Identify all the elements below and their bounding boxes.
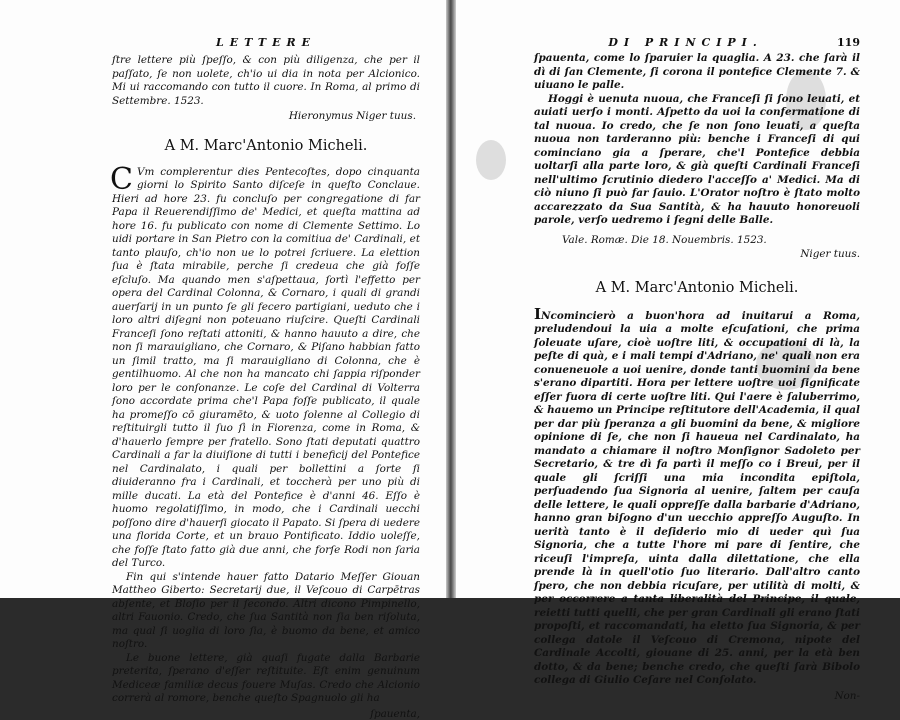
letter-text: Vm complerentur dies Pentecoſtes, dopo cinquanta giorni lo Spirito Santo diſceſe in queſto Conclaue. Hieri ad hore 23. fu concluſo per congregatione di far Papa il Reuerendiſſimo de' Medici, et queſta mattina ad hore 16. fu publicato con nome di Clemente Settimo. Lo uidi portare in San Pietro con la comitiua de' Cardinali, et tanto plauſo, ch'io non ue lo potrei ſcriuere. La elettion ſua è ſtata mirabile, perche ſi credeua che già foſſe eſcluſo. Ma quando men s'aſpettaua, ſortì l'effetto per opera del Cardinal Colonna, & Cornaro, i quali di grandi auerſarij in un punto ſe gli fecero partigiani, ueduto che i loro altri diſegni non poteuano riuſcire. Queſti Cardinali Franceſi ſono reſtati attoniti, & hanno hauuto a dire, che non ſi marauigliano, che Cornaro, & Piſano habbian fatto un ſimil tratto, ma ſi marauigliano di Colonna, che è gentilhuomo. Al che non ha mancato chi ſappia riſponder loro per le conſonanze. Le coſe del Cardinal di Volterra ſono accordate prima che'l Papa foſſe publicato, il quale ha promeſſo cō giuramēto, & uoto ſolenne al Collegio di reſtituirgli tutto il ſuo ſì in Fiorenza, come in Roma, & d'hauerlo ſempre per fratello. Sono ſtati deputati quattro Cardinali a far la diuiſione di tutti i beneficij del Pontefice nel Cardinalato, i quali per bollettini a ſorte ſi diuideranno fra i Cardinali, et toccherà per uno più di mille ducati. La età del Pontefice è d'anni 46. Eſſo è huomo regolatiſſimo, in modo, che i Cardinali uecchi poſſono dire d'hauerſi giocato il Papato. Si ſpera di uedere una florida Corte, et un brauo Pontificato. Iddio uoleſſe, che foſſe ſtato fatto già due anni, che forſe Rodi non ſaria del Turco. (112, 165, 420, 569)
catchword-right: Non- (834, 689, 860, 702)
running-head-title: DI PRINCIPI. (608, 36, 763, 49)
opening-paragraph-right: ſpauenta, come lo ſparuier la quaglia. A 23. che ſarà il dì di ſan Clemente, ſi corona il pontefice Clemente 7. & uiuano le palle. (534, 52, 860, 91)
letter-paragraph: Fin qui s'intende hauer fatto Datario Meſſer Giouan Mattheo Giberto: Secretarij due, il Veſcouo di Carpētras abſente, et Bloſio per il ſecondo. Altri dicono Pimpinello, altri Fauonio. Credo, che ſua Santità non ſia ben riſoluta, ma qual ſi uoglia di loro ſia, è buomo da bene, et amico noſtro. (112, 570, 420, 650)
letter-text: Ncomincierò a buon'hora ad inuitarui a Roma, preludendoui la uia a molte eſcuſationi, che prima ſoleuate uſare, cioè uoſtre liti, & occupationi di là, la peſte di quà, e i mali tempi d'Adriano, ne' quali non era conueneuole a uoi uenire, donde tanti buomini da bene s'erano dipartiti. Hora per lettere uoſtre uoi ſignificate eſſer fuora di certe uoſtre liti. Qui l'aere è ſaluberrimo, & hauemo un Principe reſtitutore dell'Academia, il qual per dar più ſperanza a gli buomini da bene, & migliore opinione di ſe, che non ſi haueua nel Cardinalato, ha mandato a chiamare il noſtro Monſignor Sadoleto per Secretario, & tre dì fa partì il meſſo co i Breui, per il quale gli ſcriſſi una mia incondita epiſtola, perſuadendo ſua Signoria al uenire, ſaltem per cauſa delle lettere, le quali oppreſſe dalla barbarie d'Adriano, hanno gran biſogno d'un uecchio appreſſo Auguſto. In uerità tanto è il deſiderio mio di ueder quì ſua Signoria, che a tutte l'hore mi pare di ſentire, che riceuſi l'impreſa, uinta dalla dilettatione, che ella prende là in quell'otio ſuo literario. Dall'altro canto ſpero, che non debbia ricuſare, per utilità di molti, & per occorrere a tanta liberalità del Principe, il quale, reietti tutti quelli, che per gran Cardinali gli erano ſtati propoſti, et raccomandati, ha eletto ſua Signoria, & per collega datole il Veſcouo di Cremona, nipote del Cardinale Accolti, giouane di 25. anni, per la età ben dotto, & da bene; benche credo, che queſti ſarà Bibolo collega di Giulio Ceſare nel Conſolato. (534, 309, 860, 686)
page-number: 119 (837, 36, 860, 49)
signature-right: Niger tuus. (800, 247, 860, 260)
letter-paragraph: Hoggi è uenuta nuoua, che Franceſi ſi ſono leuati, et auiati uerſo i monti. Aſpetto da uoi la confermatione di tal nuoua. Io credo, che ſe non ſono leuati, a queſta nuoua non tarderanno più: benche i Franceſi di qui cominciano gia a ſperare, che'l Pontefice debbia uoltarſi alla parte loro, & già queſti Cardinali Franceſi nell'ultimo ſcrutinio diedero l'acceſſo a' Medici. Ma di ciò niuno ſi può far ſauio. L'Orator noſtro è ſtato molto accarezzato da Sua Santità, & ha hauuto honoreuoli parole, verſo uedremo i ſegni delle Balle. (534, 92, 860, 226)
ink-bleed (476, 140, 506, 180)
right-page-body (534, 52, 860, 702)
running-head-left: LETTERE (215, 36, 316, 49)
letter-heading-right: A M. Marc'Antonio Micheli. (595, 279, 799, 296)
letter-heading-left: A M. Marc'Antonio Micheli. (164, 137, 368, 154)
opening-paragraph-left: ſtre lettere più ſpeſſo, & con più diligenza, che per il paſſato, ſe non uolete, ch'io ui dia in nota per Alcionico. Mi ui raccomando con tutto il cuore. In Roma, al primo di Settembre. 1523. (112, 54, 420, 107)
right-page (456, 0, 900, 702)
catchword-left: ſpauenta, (370, 707, 420, 720)
book-spine (446, 0, 456, 598)
left-page (0, 0, 446, 720)
letter-paragraph (534, 304, 860, 688)
running-head-right (534, 36, 860, 50)
letter-paragraph: Le buone lettere, già quaſi fugate dalla Barbarie preterita, ſperano d'eſſer reſtituite. Eſt enim genuinum Mediceæ familiæ decus fouere Muſas. Credo che Alcionio correrà al romore, benche queſto Spagnuolo gli ha (112, 651, 420, 704)
dateline: Vale. Romæ. Die 18. Nouembris. 1523. (562, 233, 767, 246)
drop-initial: C (110, 161, 133, 197)
initial-letter: I (534, 304, 542, 323)
letter-paragraph (110, 161, 420, 571)
signature-left: Hieronymus Niger tuus. (288, 110, 416, 122)
